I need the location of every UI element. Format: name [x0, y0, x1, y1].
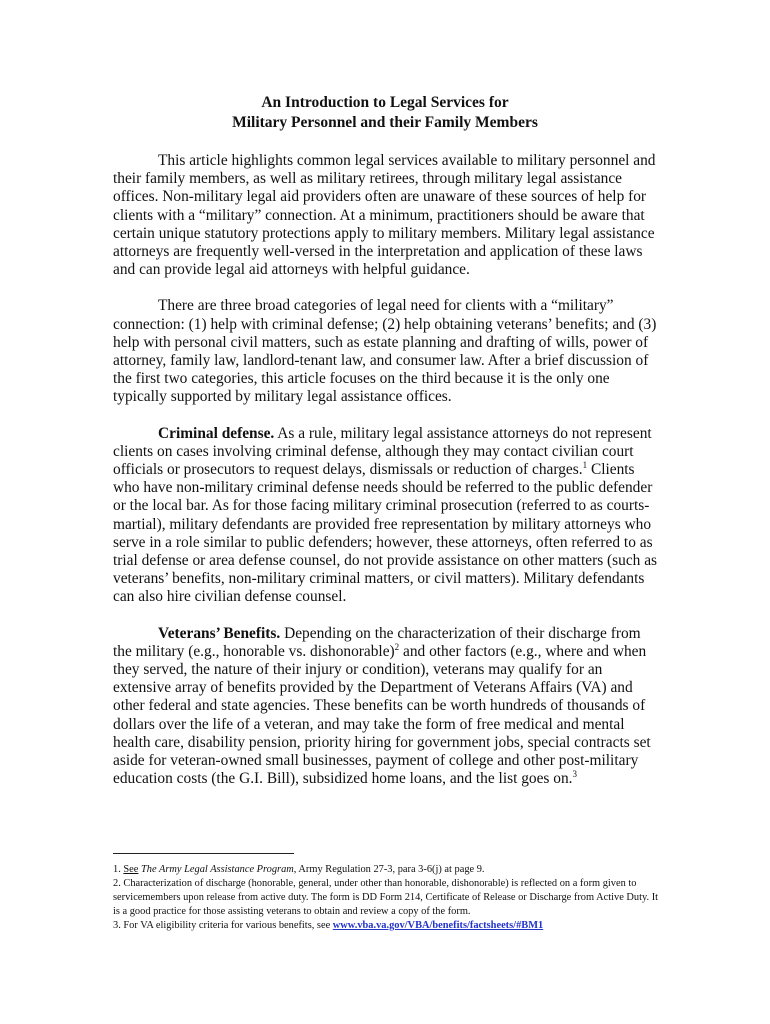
criminal-defense-text-b: Clients who have non-military criminal defense needs should be referred to the public defender or the local bar. As for those facing military criminal prosecution (referred to as courts-martial), military defendants are provided free representation by military attorneys who serve in a role similar to public defenders; however, these attorneys, often referred to as trial defense or area defense counsel, do not provide assistance on other matters (such as veterans’ benefits, non-military criminal matters, or civil matters). Military defendants can also hire civilian defense counsel.: [113, 461, 658, 606]
footnotes: [113, 863, 661, 933]
criminal-defense-text-a: As a rule, military legal assistance attorneys do not represent clients on cases involving criminal defense, although they may contact civilian court officials or prosecutors to request delays, dismissals or reduction of charges.: [113, 424, 652, 479]
footnote-1-title: The Army Legal Assistance Program: [141, 864, 294, 875]
title-line-1: An Introduction to Legal Services for: [261, 94, 509, 111]
article-body: [113, 152, 658, 807]
criminal-defense-heading: Criminal defense.: [158, 424, 275, 442]
footnote-1-number: 1.: [113, 864, 124, 875]
veterans-benefits-text-b: and other factors (e.g., where and when they served, the nature of their injury or condition), veterans may qualify for an extensive array of benefits provided by the Department of Veterans Affairs (VA) and other federal and state agencies. These benefits can be worth hundreds of thousands of dollars over the life of a veteran, and may take the form of free medical and mental health care, disability pension, priority hiring for government jobs, special contracts set aside for veteran-owned small businesses, payment of college and other post-military education costs (the G.I. Bill), subsidized home loans, and the list goes on.: [113, 642, 651, 788]
criminal-defense-paragraph: [113, 425, 658, 607]
footnote-3-text: 3. For VA eligibility criteria for various benefits, see: [113, 920, 333, 931]
va-benefits-link[interactable]: www.vba.va.gov/VBA/benefits/factsheets/#BM1: [332, 920, 544, 931]
veterans-benefits-paragraph: [113, 625, 658, 789]
veterans-benefits-text-a: Depending on the characterization of their discharge from the military (e.g., honorable vs. dishonorable): [113, 624, 641, 660]
footnote-ref-1[interactable]: 1: [582, 459, 588, 470]
footnote-2: 2. Characterization of discharge (honorable, general, under other than honorable, dishonorable) is reflected on a form given to servicemembers upon release from active duty. The form is DD Form 214, Certificate of Release or Discharge from Active Duty. It is a good practice for those assisting veterans to obtain and review a copy of the form.: [113, 878, 659, 917]
footnote-1-see: See: [123, 864, 139, 875]
document-title: [0, 93, 770, 133]
footnote-ref-3[interactable]: 3: [572, 769, 578, 780]
categories-paragraph: There are three broad categories of legal need for clients with a “military” connection: (1) help with criminal defense; (2) help obtaining veterans’ benefits; and (3) help with personal civil matters, such as estate planning and drafting of wills, power of attorney, family law, landlord-tenant law, and consumer law. After a brief discussion of the first two categories, this article focuses on the third because it is the only one typically supported by military legal assistance offices.: [113, 297, 657, 406]
footnote-divider: [113, 853, 294, 854]
veterans-benefits-heading: Veterans’ Benefits.: [158, 624, 281, 642]
intro-paragraph: This article highlights common legal services available to military personnel and their family members, as well as military retirees, through military legal assistance offices. Non-military legal aid providers often are unaware of these sources of help for clients with a “military” connection. At a minimum, practitioners should be aware that certain unique statutory protections apply to military members. Military legal assistance attorneys are frequently well-versed in the interpretation and application of these laws and can provide legal aid attorneys with helpful guidance.: [113, 152, 656, 279]
footnote-1: [113, 863, 661, 877]
title-line-2: Military Personnel and their Family Members: [232, 114, 538, 131]
footnote-ref-2[interactable]: 2: [394, 641, 400, 652]
footnote-1-rest: , Army Regulation 27-3, para 3-6(j) at page 9.: [293, 864, 485, 875]
footnote-3: [113, 919, 661, 933]
